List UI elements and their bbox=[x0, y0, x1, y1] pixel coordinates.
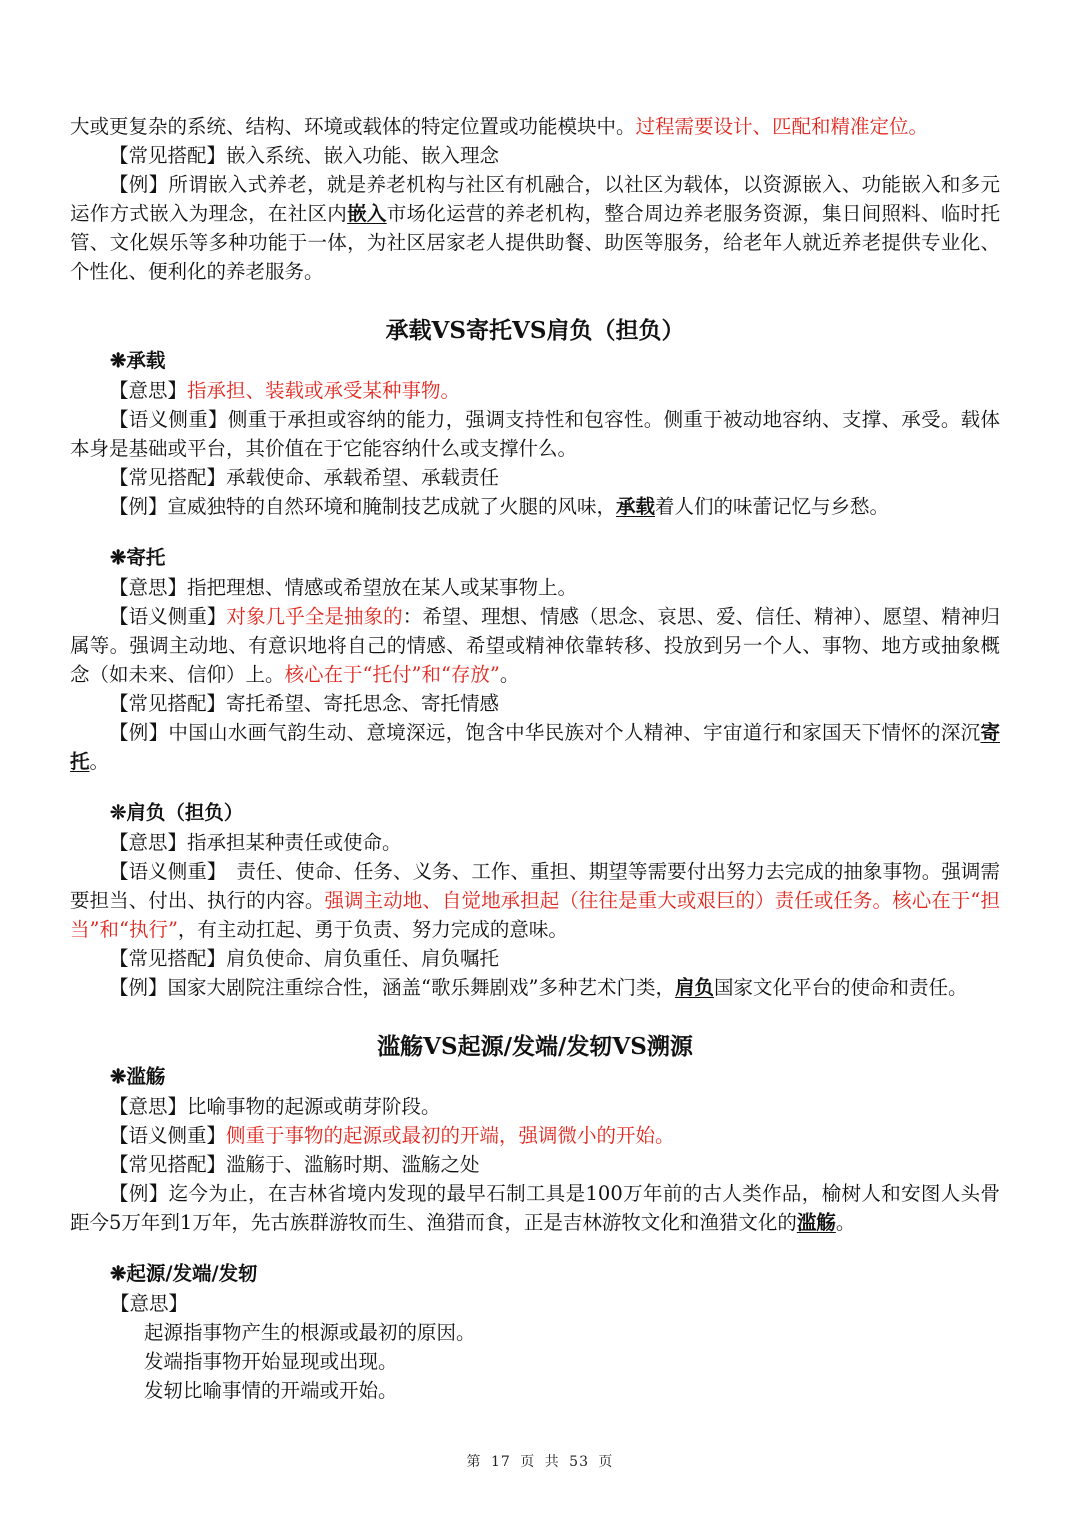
chengzai-focus: 【语义侧重】侧重于承担或容纳的能力，强调支持性和包容性。侧重于被动地容纳、支撑、承受。载体本身是基础或平台，其价值在于它能容纳什么或支撑什么。 bbox=[70, 408, 1000, 460]
jianfu-focus: 【语义侧重】 责任、使命、任务、义务、工作、重担、期望等需要付出努力去完成的抽象事物。强调需要担当、付出、执行的内容。强调主动地、自觉地承担起（往往是重大或艰巨的）责任或任务。核心在于“担当”和“执行”，有主动扛起、勇于负责、努力完成的意味。 bbox=[70, 860, 1000, 941]
lanshang-example: 【例】迄今为止，在吉林省境内发现的最早石制工具是100万年前的古人类作品，榆树人和安图人头骨距今5万年到1万年，先古族群游牧而生、渔猎而食，正是吉林游牧文化和渔猎文化的滥觞。 bbox=[70, 1182, 1000, 1234]
section-title-2: 滥觞VS起源/发端/发轫VS溯源 bbox=[377, 1033, 693, 1060]
lanshang-collocation: 【常见搭配】滥觞于、滥觞时期、滥觞之处 bbox=[109, 1153, 480, 1176]
subheading-lanshang: ❋滥觞 bbox=[110, 1065, 166, 1088]
document-body bbox=[70, 112, 1000, 1405]
jituo-collocation: 【常见搭配】寄托希望、寄托思念、寄托情感 bbox=[109, 692, 500, 715]
intro-paragraph bbox=[70, 112, 1000, 141]
qiyuan-line: 发端指事物开始显现或出现。 bbox=[144, 1350, 398, 1373]
subheading-jianfu: ❊肩负（担负） bbox=[110, 801, 244, 824]
qiyuan-line: 起源指事物产生的根源或最初的原因。 bbox=[144, 1321, 476, 1344]
jianfu-collocation: 【常见搭配】肩负使命、肩负重任、肩负嘱托 bbox=[109, 947, 500, 970]
jianfu-meaning: 【意思】指承担某种责任或使命。 bbox=[109, 831, 402, 854]
lanshang-meaning: 【意思】比喻事物的起源或萌芽阶段。 bbox=[109, 1095, 441, 1118]
keyword: 寄托 bbox=[70, 721, 1000, 773]
jituo-example: 【例】中国山水画气韵生动、意境深远，饱含中华民族对个人精神、宇宙道行和家国天下情怀的深沉寄托。 bbox=[70, 721, 1000, 773]
qiyuan-meaning-label: 【意思】 bbox=[110, 1292, 189, 1315]
lanshang-focus: 【语义侧重】侧重于事物的起源或最初的开端，强调微小的开始。 bbox=[109, 1124, 675, 1147]
section-title-1: 承载VS寄托VS肩负（担负） bbox=[385, 317, 685, 344]
subheading-jituo: ❋寄托 bbox=[110, 546, 166, 569]
intro-highlight: 过程需要设计、匹配和精准定位。 bbox=[635, 115, 929, 138]
intro-collocation: 【常见搭配】嵌入系统、嵌入功能、嵌入理念 bbox=[109, 144, 500, 167]
keyword: 承载 bbox=[616, 495, 656, 518]
subheading-chengzai: ❋承载 bbox=[110, 349, 166, 372]
chengzai-example: 【例】宣威独特的自然环境和腌制技艺成就了火腿的风味，承载着人们的味蕾记忆与乡愁。 bbox=[109, 495, 890, 518]
jianfu-example: 【例】国家大剧院注重综合性，涵盖“歌乐舞剧戏”多种艺术门类，肩负国家文化平台的使命和责任。 bbox=[109, 976, 968, 999]
intro-example: 【例】所谓嵌入式养老，就是养老机构与社区有机融合，以社区为载体，以资源嵌入、功能嵌入和多元运作方式嵌入为理念，在社区内嵌入市场化运营的养老机构，整合周边养老服务资源，集日间照料、临时托管、文化娱乐等多种功能于一体，为社区居家老人提供助餐、助医等服务，给老年人就近养老提供专业化、个性化、便利化的养老服务。 bbox=[70, 173, 1000, 283]
chengzai-collocation: 【常见搭配】承载使命、承载希望、承载责任 bbox=[109, 466, 500, 489]
keyword: 嵌入 bbox=[347, 202, 387, 225]
page-number: 第 17 页 共 53 页 bbox=[466, 1454, 614, 1470]
jituo-focus: 【语义侧重】对象几乎全是抽象的：希望、理想、情感（思念、哀思、爱、信任、精神）、愿望、精神归属等。强调主动地、有意识地将自己的情感、希望或精神依靠转移、投放到另一个人、事物、地方或抽象概念（如未来、信仰）上。核心在于“托付”和“存放”。 bbox=[70, 605, 1000, 686]
intro-text: 大或更复杂的系统、结构、环境或载体的特定位置或功能模块中。 bbox=[70, 115, 636, 138]
keyword: 肩负 bbox=[674, 976, 714, 999]
subheading-qiyuan: ❋起源/发端/发轫 bbox=[110, 1262, 258, 1285]
chengzai-meaning: 【意思】指承担、装载或承受某种事物。 bbox=[109, 379, 461, 402]
keyword: 滥觞 bbox=[796, 1211, 836, 1234]
jituo-meaning: 【意思】指把理想、情感或希望放在某人或某事物上。 bbox=[109, 576, 578, 599]
qiyuan-line: 发轫比喻事情的开端或开始。 bbox=[144, 1379, 398, 1402]
